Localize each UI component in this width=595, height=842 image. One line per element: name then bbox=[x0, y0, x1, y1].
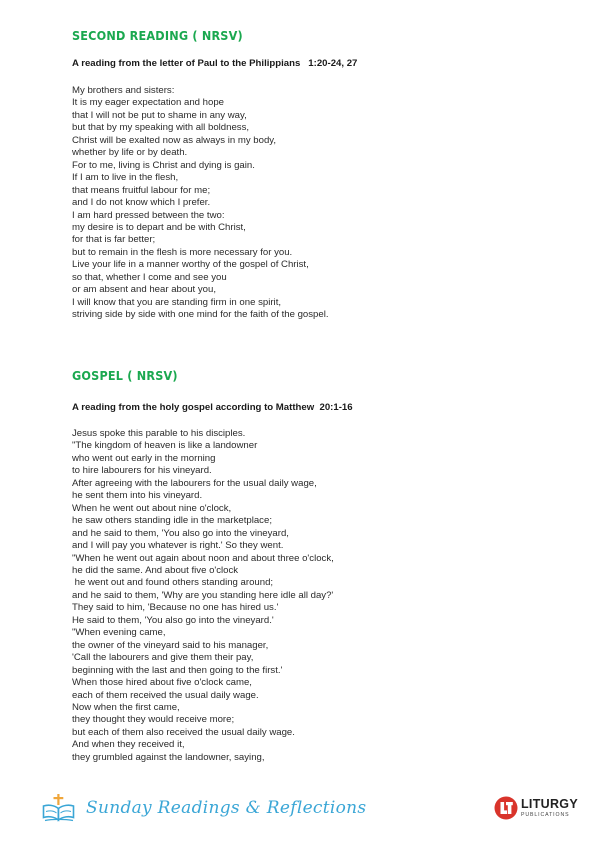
second-reading-heading: SECOND READING ( NRSV) bbox=[72, 28, 243, 43]
text-line: and I do not know which I prefer. bbox=[72, 197, 211, 209]
text-line: and he said to them, 'You also go into the vineyard, bbox=[72, 527, 289, 539]
publisher-logo bbox=[494, 794, 578, 822]
text-line: And when they received it, bbox=[72, 739, 185, 751]
text-line: Jesus spoke this parable to his disciples. bbox=[72, 428, 246, 439]
text-line: that I will not be put to shame in any way, bbox=[72, 109, 247, 121]
publisher-name: LITURGY bbox=[521, 797, 578, 812]
brand-title: Sunday Readings & Reflections bbox=[86, 798, 367, 818]
text-line: striving side by side with one mind for the faith of the gospel. bbox=[72, 309, 329, 321]
text-line: When those hired about five o'clock came, bbox=[72, 677, 252, 689]
text-line: each of them received the usual daily wage. bbox=[72, 689, 259, 701]
text-line: "When evening came, bbox=[72, 627, 166, 639]
page-footer bbox=[0, 788, 595, 828]
text-line: they thought they would receive more; bbox=[72, 714, 235, 726]
text-line: and he said to them, 'Why are you standing here idle all day?' bbox=[72, 589, 334, 601]
text-line: My brothers and sisters: bbox=[72, 85, 175, 96]
gospel-text bbox=[72, 428, 334, 764]
text-line: 'Call the labourers and give them their pay, bbox=[72, 652, 254, 664]
text-line: He said to them, 'You also go into the vineyard.' bbox=[72, 614, 274, 626]
text-line: but to remain in the flesh is more necessary for you. bbox=[72, 246, 293, 258]
liturgy-logo-icon bbox=[494, 796, 518, 820]
text-line: but each of them also received the usual daily wage. bbox=[72, 726, 295, 738]
second-reading-text bbox=[72, 85, 329, 322]
brand-logo bbox=[42, 792, 366, 824]
text-line: so that, whether I come and see you bbox=[72, 271, 227, 283]
text-line: who went out early in the morning bbox=[72, 452, 216, 464]
open-book-cross-icon bbox=[42, 793, 76, 823]
text-line: he went out and found others standing around; bbox=[72, 577, 274, 589]
text-line: I am hard pressed between the two: bbox=[72, 209, 225, 221]
text-line: Christ will be exalted now as always in my body, bbox=[72, 134, 277, 146]
text-line: but that by my speaking with all boldness, bbox=[72, 122, 250, 134]
text-line: for that is far better; bbox=[72, 234, 156, 246]
text-line: Live your life in a manner worthy of the gospel of Christ, bbox=[72, 259, 309, 271]
text-line: whether by life or by death. bbox=[72, 147, 188, 159]
text-line: For to me, living is Christ and dying is gain. bbox=[72, 159, 255, 171]
text-line: When he went out about nine o'clock, bbox=[72, 502, 232, 514]
text-line: my desire is to depart and be with Christ, bbox=[72, 221, 246, 233]
text-line: he did the same. And about five o'clock bbox=[72, 564, 239, 576]
text-line: or am absent and hear about you, bbox=[72, 284, 217, 296]
text-line: and I will pay you whatever is right.' So they went. bbox=[72, 540, 284, 552]
text-line: that means fruitful labour for me; bbox=[72, 184, 211, 196]
text-line: They said to him, 'Because no one has hired us.' bbox=[72, 602, 279, 614]
text-line: to hire labourers for his vineyard. bbox=[72, 465, 212, 477]
text-line: "When he went out again about noon and about three o'clock, bbox=[72, 552, 334, 564]
text-line: they grumbled against the landowner, saying, bbox=[72, 751, 265, 763]
publisher-subtitle: PUBLICATIONS bbox=[521, 811, 570, 818]
text-line: It is my eager expectation and hope bbox=[72, 97, 224, 109]
gospel-heading: GOSPEL ( NRSV) bbox=[72, 368, 178, 383]
text-line: beginning with the last and then going to the first.' bbox=[72, 664, 283, 676]
text-line: Now when the first came, bbox=[72, 701, 180, 713]
gospel-subheading: A reading from the holy gospel according to Matthew 20:1-16 bbox=[72, 402, 353, 413]
text-line: If I am to live in the flesh, bbox=[72, 172, 179, 184]
text-line: he saw others standing idle in the marketplace; bbox=[72, 515, 272, 527]
text-line: "The kingdom of heaven is like a landowner bbox=[72, 440, 258, 452]
text-line: I will know that you are standing firm in one spirit, bbox=[72, 296, 282, 308]
text-line: After agreeing with the labourers for the usual daily wage, bbox=[72, 477, 317, 489]
text-line: the owner of the vineyard said to his manager, bbox=[72, 639, 269, 651]
second-reading-subheading: A reading from the letter of Paul to the Philippians 1:20-24, 27 bbox=[72, 58, 358, 69]
text-line: he sent them into his vineyard. bbox=[72, 490, 203, 502]
